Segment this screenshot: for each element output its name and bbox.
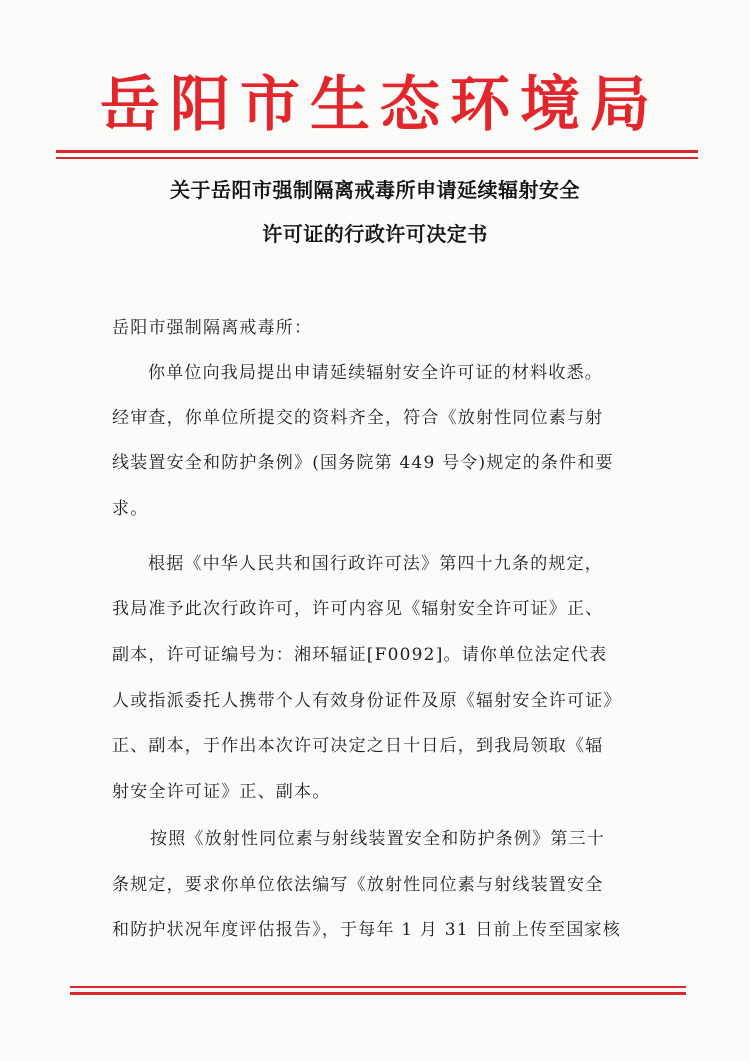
document-title-line-2: 许可证的行政许可决定书 xyxy=(262,222,488,246)
paragraph-3-line: 按照《放射性同位素与射线装置安全和防护条例》第三十 xyxy=(150,829,605,849)
footer-rule-thick xyxy=(70,992,686,995)
masthead-rule-thin xyxy=(56,157,698,159)
paragraph-2-line: 我局准予此次行政许可，许可内容见《辐射安全许可证》正、 xyxy=(112,599,604,619)
masthead-org-name: 岳阳市生态环境局 xyxy=(100,70,660,140)
footer-rule-thin xyxy=(70,986,686,988)
paragraph-2-line: 人或指派委托人携带个人有效身份证件及原《辐射安全许可证》 xyxy=(112,691,622,711)
document-title-line-1: 关于岳阳市强制隔离戒毒所申请延续辐射安全 xyxy=(170,178,580,202)
paragraph-1-line: 经审查，你单位所提交的资料齐全，符合《放射性同位素与射 xyxy=(112,408,604,428)
paragraph-2-line: 正、副本，于作出本次许可决定之日十日后，到我局领取《辐 xyxy=(112,736,604,756)
paragraph-2-line: 副本，许可证编号为：湘环辐证[F0092]。请你单位法定代表 xyxy=(112,645,608,665)
paragraph-3-line: 条规定，要求你单位依法编写《放射性同位素与射线装置安全 xyxy=(112,875,604,895)
paragraph-1-line: 求。 xyxy=(112,499,149,519)
paragraph-3-line: 和防护状况年度评估报告》，于每年 1 月 31 日前上传至国家核 xyxy=(112,920,621,940)
salutation: 岳阳市强制隔离戒毒所： xyxy=(112,318,313,338)
masthead-rule-thick xyxy=(56,150,698,153)
paragraph-1-line: 线装置安全和防护条例》(国务院第 449 号令)规定的条件和要 xyxy=(112,453,614,473)
paragraph-2-line: 射安全许可证》正、副本。 xyxy=(112,782,331,802)
paragraph-2-line: 根据《中华人民共和国行政许可法》第四十九条的规定， xyxy=(148,554,603,574)
paragraph-1-line: 你单位向我局提出申请延续辐射安全许可证的材料收悉。 xyxy=(148,363,603,383)
